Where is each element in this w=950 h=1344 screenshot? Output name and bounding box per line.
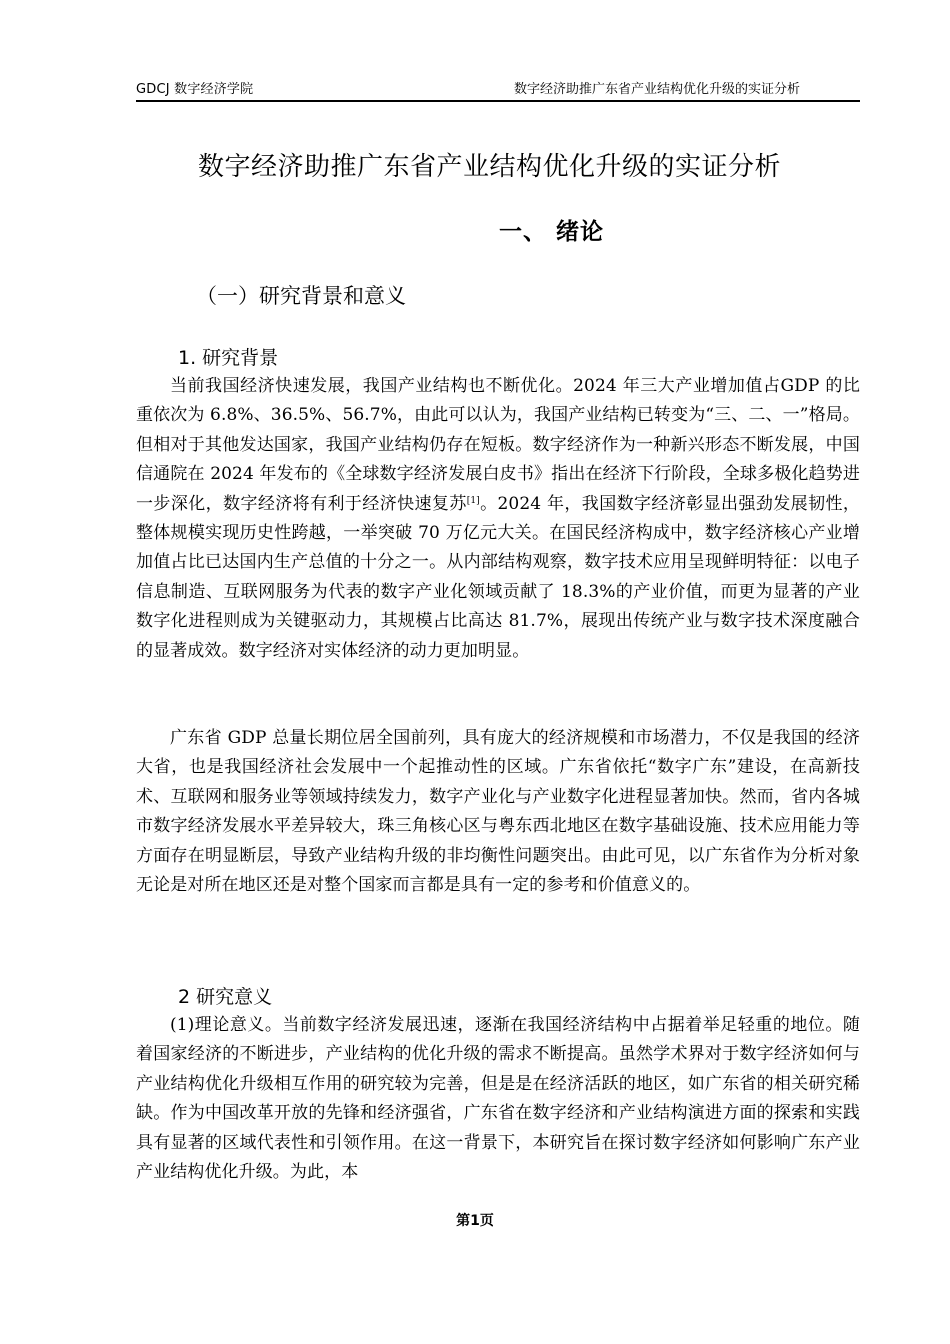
header-divider [136,100,860,102]
header-institution: GDCJ 数字经济学院 [136,82,254,97]
paragraph-theoretical-significance: (1)理论意义。当前数字经济发展迅速，逐渐在我国经济结构中占据着举足轻重的地位。随着国家经济的不断进步，产业结构的优化升级的需求不断提高。虽然学术界对于数字经济如何与产业结构优化升级相互作用的研究较为完善，但是是在经济活跃的地区，如广东省的相关研究稀缺。作为中国改革开放的先锋和经济强省，广东省在数字经济和产业结构演进方面的探索和实践具有显著的区域代表性和引领作用。在这一背景下，本研究旨在探讨数字经济如何影响广东产业产业结构优化升级。为此，本 [136,1015,860,1183]
paragraph-guangdong: 广东省 GDP 总量长期位居全国前列，具有庞大的经济规模和市场潜力，不仅是我国的经济大省，也是我国经济社会发展中一个起推动性的区域。广东省依托“数字广东”建设，在高新技术、互联网和服务业等领域持续发力，数字产业化与产业数字化进程显著加快。然而，省内各城市数字经济发展水平差异较大，珠三角核心区与粤东西北地区在数字基础设施、技术应用能力等方面存在明显断层，导致产业结构升级的非均衡性问题突出。由此可见，以广东省作为分析对象无论是对所在地区还是对整个国家而言都是具有一定的参考和价值意义的。 [136,728,860,896]
citation-mark[interactable]: [1] [466,495,480,506]
paragraph-text: 当前我国经济快速发展，我国产业结构也不断优化。2024 年三大产业增加值占GDP 的比重依次为 6.8%、36.5%、56.7%，由此可以认为，我国产业结构已转变为“三、二、一”格局。但相对于其他发达国家，我国产业结构仍存在短板。数字经济作为一种新兴形态不断发展，中国信通院在 2024 年发布的《全球数字经济发展白皮书》指出在经济下行阶段，全球多极化趋势进一步深化，数字经济将有利于经济快速复苏 [136,376,860,514]
page-number: 第1页 [456,1213,494,1229]
chapter-heading: 一、 绪论 [499,219,605,245]
subsection-heading-significance: 2 研究意义 [178,986,273,1008]
paragraph-text-continued: 。2024 年，我国数字经济彰显出强劲发展韧性，整体规模实现历史性跨越，一举突破 70 万亿元大关。在国民经济构成中，数字经济核心产业增加值占比已达国内生产总值的十分之一。从内部结构观察，数字技术应用呈现鲜明特征：以电子信息制造、互联网服务为代表的数字产业化领域贡献了 18.3%的产业价值，而更为显著的产业数字化进程则成为关键驱动力，其规模占比高达 81.7%，展现出传统产业与数字技术深度融合的显著成效。数字经济对实体经济的动力更加明显。 [136,493,860,661]
section-heading: （一）研究背景和意义 [196,284,406,308]
document-title: 数字经济助推广东省产业结构优化升级的实证分析 [197,152,781,182]
header-running-title: 数字经济助推广东省产业结构优化升级的实证分析 [513,82,800,97]
paragraph-background [136,372,860,666]
subsection-heading-background: 1. 研究背景 [178,347,279,369]
